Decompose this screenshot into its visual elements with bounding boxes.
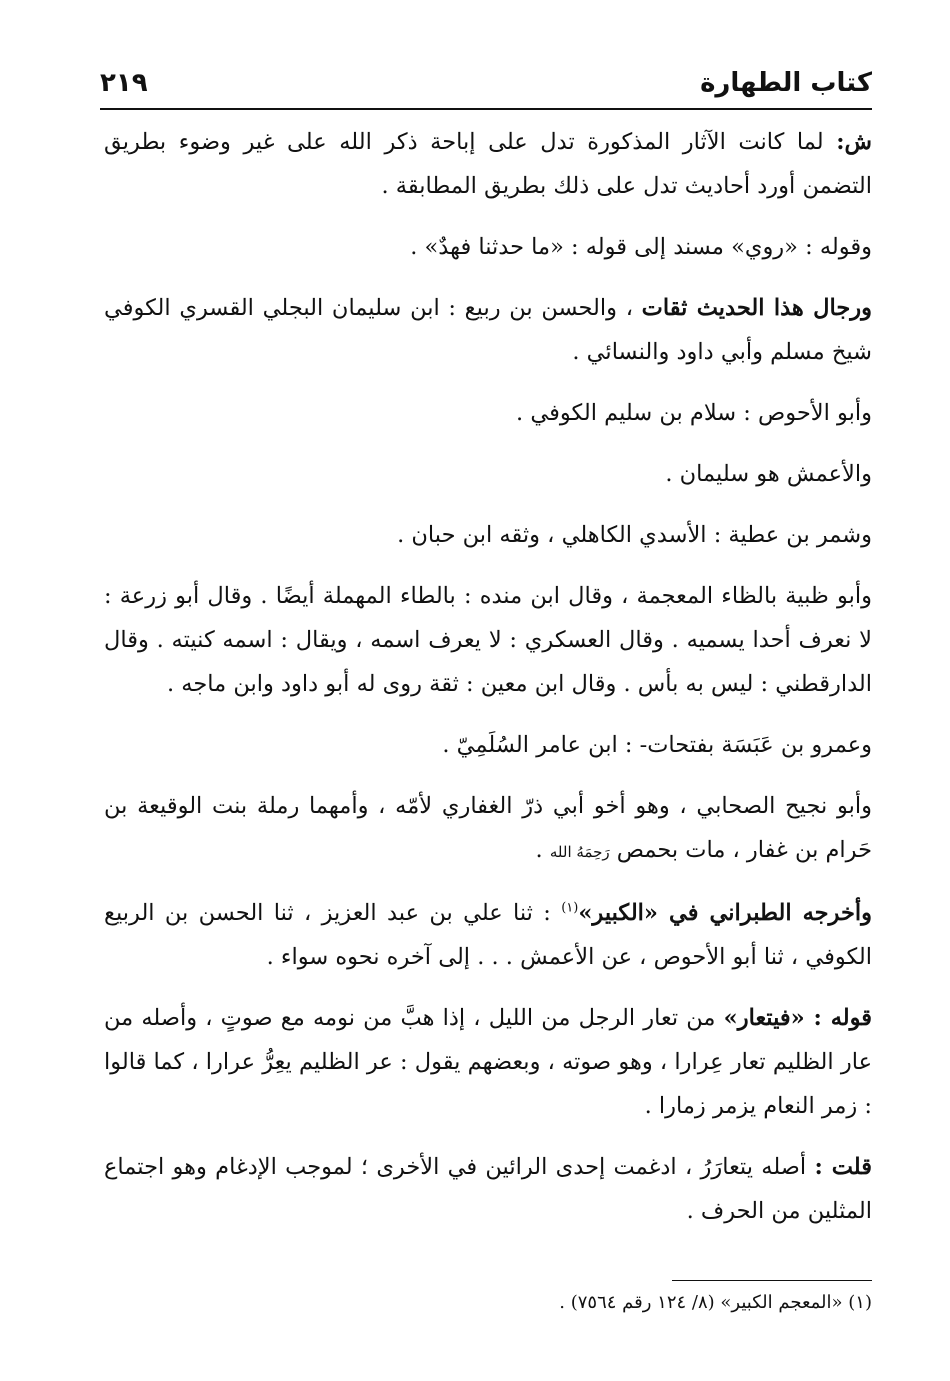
page-number: ٢١٩ — [100, 68, 148, 98]
paragraph-text: من تعار الرجل من الليل ، إذا هبَّ من نومه مع صوتٍ ، وأصله من عار الظليم تعار عِرارا ، وهو صوته ، وبعضهم يقول : عر الظليم يعِرُّ عرارا ، كما قالوا : زمر النعام يزمر زمارا . — [104, 1005, 872, 1119]
paragraph-9 — [104, 784, 872, 874]
paragraph-text: وأبو الأحوص : سلام بن سليم الكوفي . — [516, 400, 872, 426]
paragraph-lead: قلت : — [814, 1154, 873, 1180]
paragraph-lead: ش: — [836, 129, 872, 155]
paragraph-8 — [104, 723, 872, 767]
paragraph-text: : ثنا علي بن عبد العزيز ، ثنا الحسن بن الربيع الكوفي ، ثنا أبو الأحوص ، عن الأعمش . . . إلى آخره نحوه سواء . — [104, 900, 872, 970]
paragraph-6 — [104, 513, 872, 557]
paragraph-3 — [104, 286, 872, 374]
paragraph-text: وشمر بن عطية : الأسدي الكاهلي ، وثقه ابن حبان . — [397, 522, 872, 548]
body-text — [104, 120, 872, 1250]
paragraph-2 — [104, 225, 872, 269]
footnote-1: (١) «المعجم الكبير» (٨/ ١٢٤ رقم ٧٥٦٤) . — [559, 1292, 872, 1313]
paragraph-text: وقوله : «روي» مسند إلى قوله : «ما حدثنا فهدٌ» . — [410, 234, 872, 260]
paragraph-4 — [104, 391, 872, 435]
header-rule — [100, 108, 872, 110]
footnote-rule — [672, 1280, 872, 1281]
paragraph-11 — [104, 996, 872, 1128]
paragraph-text: وعمرو بن عَبَسَة بفتحات- : ابن عامر السُلَمِيّ . — [442, 732, 872, 758]
paragraph-text: وأبو نجيح الصحابي ، وهو أخو أبي ذرّ الغفاري لأمّه ، وأمهما رملة بنت الوقيعة بن حَرام بن غفار ، مات بحمص — [104, 793, 872, 863]
paragraph-text: ، والحسن بن ربيع : ابن سليمان البجلي القسري الكوفي شيخ مسلم وأبي داود والنسائي . — [104, 295, 872, 365]
paragraph-lead: قوله : «فيتعار» — [723, 1005, 872, 1031]
paragraph-12 — [104, 1145, 872, 1233]
paragraph-text: لما كانت الآثار المذكورة تدل على إباحة ذكر الله على غير وضوء بطريق التضمن أورد أحاديث تدل على ذلك بطريق المطابقة . — [104, 129, 872, 199]
paragraph-text: والأعمش هو سليمان . — [665, 461, 872, 487]
paragraph-10 — [104, 891, 872, 979]
running-header — [100, 56, 872, 100]
paragraph-5 — [104, 452, 872, 496]
paragraph-tail: . — [535, 837, 550, 863]
paragraph-text: أصله يتعارَرُ ، ادغمت إحدى الرائين في الأخرى ؛ لموجب الإدغام وهو اجتماع المثلين من الحرف . — [104, 1154, 872, 1224]
book-title: كتاب الطهارة — [700, 68, 872, 98]
paragraph-text: وأبو ظبية بالظاء المعجمة ، وقال ابن منده : بالطاء المهملة أيضًا . وقال أبو زرعة : لا نعرف أحدا يسميه . وقال العسكري : لا يعرف اسمه ، ويقال : اسمه كنيته . وقال الدارقطني : ليس به بأس . وقال ابن معين : ثقة روى له أبو داود وابن ماجه . — [104, 583, 872, 697]
paragraph-7 — [104, 574, 872, 706]
footnote-reference[interactable]: (١) — [561, 900, 579, 916]
paragraph-lead: ورجال هذا الحديث ثقات — [641, 295, 872, 321]
honorific-glyph: رَحِمَهُ الله — [549, 843, 610, 861]
paragraph-lead: وأخرجه الطبراني في «الكبير» — [578, 900, 872, 926]
paragraph-1 — [104, 120, 872, 208]
